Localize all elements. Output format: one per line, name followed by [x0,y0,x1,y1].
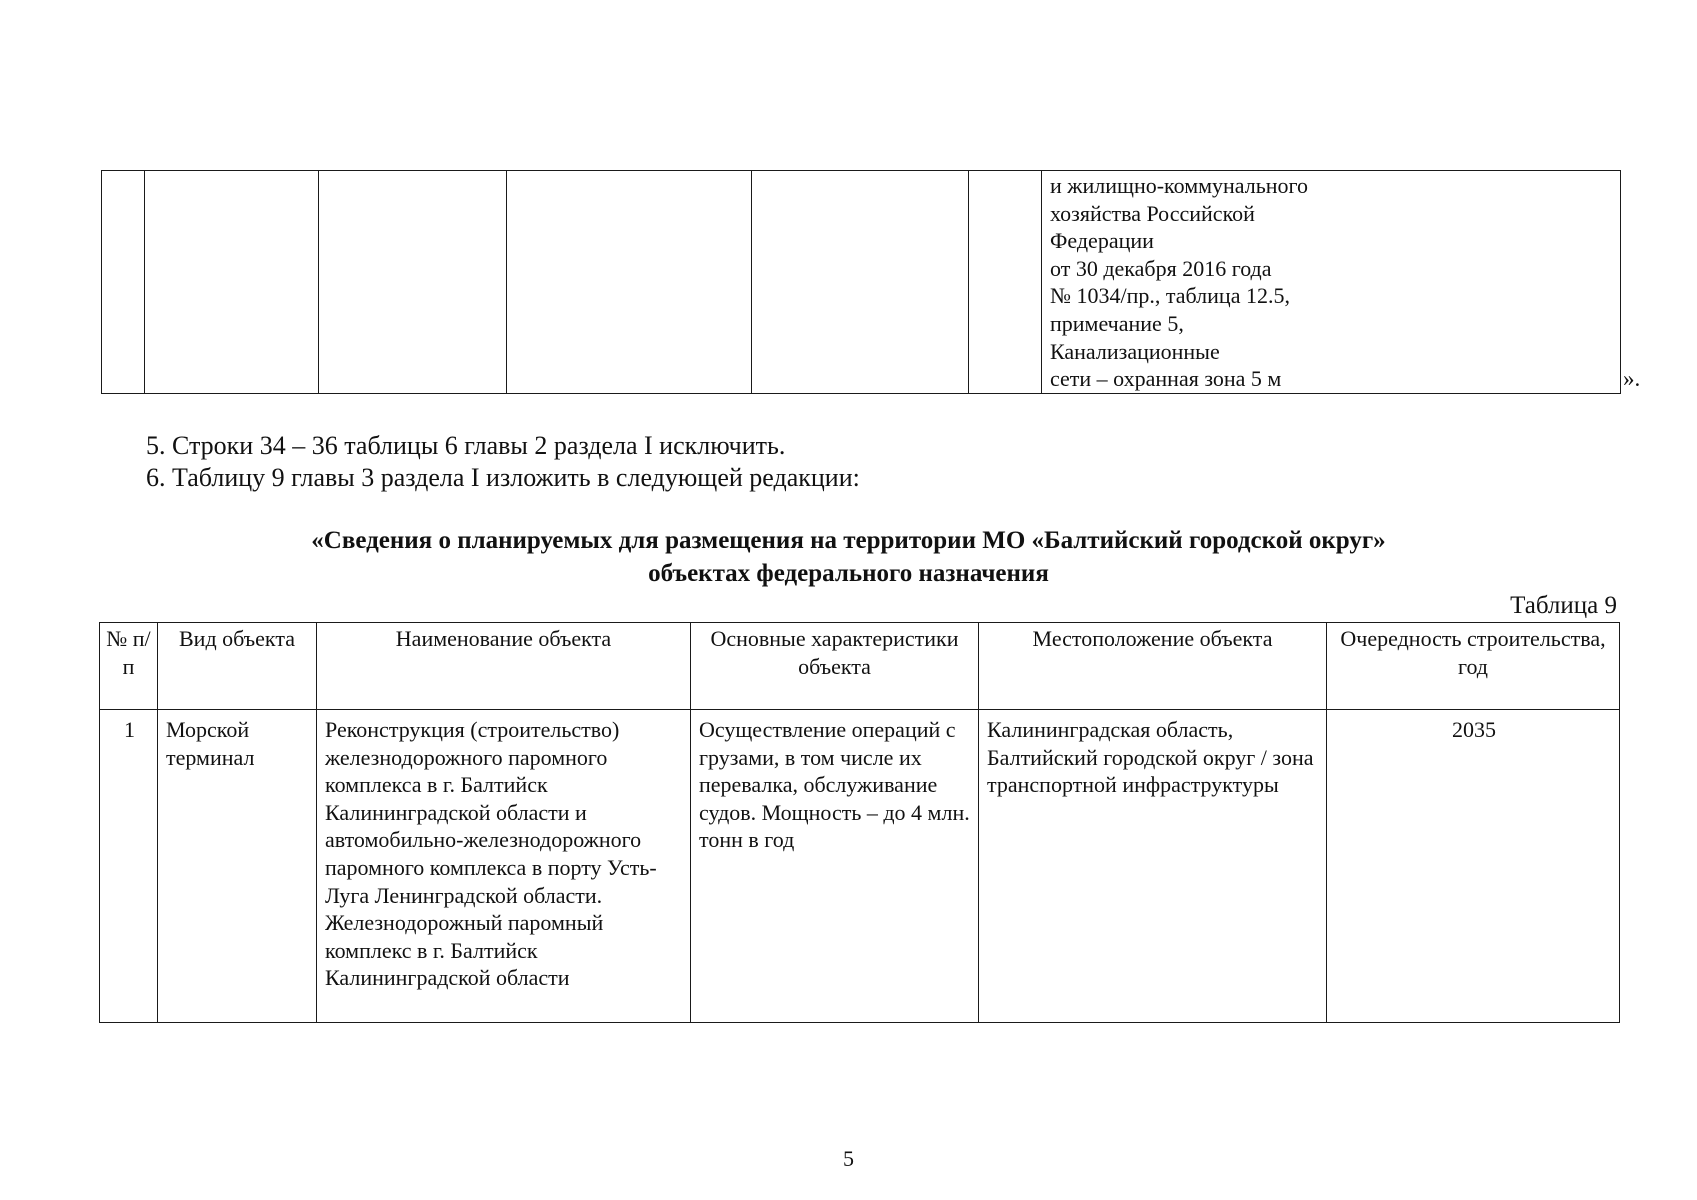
header-construction-year: Очередность строительства, год [1327,623,1620,710]
section-title-line-1: «Сведения о планируемых для размещения на территории МО «Балтийский городской округ» [311,527,1386,554]
cell-location: Калининградская область, Балтийский городской округ / зона транспортной инфраструктуры [979,710,1327,1023]
table-row [100,710,1620,1023]
cell-construction-year: 2035 [1327,710,1620,1023]
header-object-type: Вид объекта [158,623,317,710]
cell-characteristics: Осуществление операций с грузами, в том числе их перевалка, обслуживание судов. Мощность – до 4 млн. тонн в год [691,710,979,1023]
note-line: и жилищно-коммунального [1050,173,1309,198]
note-line: № 1034/пр., таблица 12.5, [1050,283,1290,309]
cell-object-name: Реконструкция (строительство) железнодорожного паромного комплекса в г. Балтийск Калининградской области и автомобильно-железнодорожного паромного комплекса в порту Усть-Луга Ленинградской области. Железнодорожный паромный комплекс в г. Балтийск Калининградской области [317,710,691,1023]
item-6-text: 6. Таблицу 9 главы 3 раздела I изложить в следующей редакции: [146,463,860,492]
table-caption: Таблица 9 [1510,592,1617,619]
table-cell [969,171,1042,394]
cell-object-type: Морской терминал [158,710,317,1023]
note-line: примечание 5, [1050,310,1184,336]
cell-number: 1 [100,710,158,1023]
table-cell [752,171,969,394]
table-row [102,171,1621,394]
item-5-text: 5. Строки 34 – 36 таблицы 6 главы 2 раздела I исключить. [146,431,786,460]
note-line: хозяйства Российской [1050,200,1255,226]
note-line: сети – охранная зона 5 м [1050,366,1282,392]
section-title-line-2: объектах федерального назначения [648,560,1049,587]
federal-objects-table [99,622,1620,1023]
note-cell [1042,171,1621,394]
header-location: Местоположение объекта [979,623,1327,710]
table-cell [319,171,507,394]
table-cell [507,171,752,394]
header-object-name: Наименование объекта [317,623,691,710]
continuation-table [101,170,1621,394]
header-number: № п/п [100,623,158,710]
note-line: Федерации [1050,228,1154,254]
note-line: от 30 декабря 2016 года [1050,255,1272,281]
page-number: 5 [843,1146,854,1171]
header-characteristics: Основные характеристики объекта [691,623,979,710]
table-cell [145,171,319,394]
table-cell [102,171,145,394]
table-header-row [100,623,1620,710]
note-line: Канализационные [1050,338,1220,364]
closing-quote: ». [1623,366,1641,391]
